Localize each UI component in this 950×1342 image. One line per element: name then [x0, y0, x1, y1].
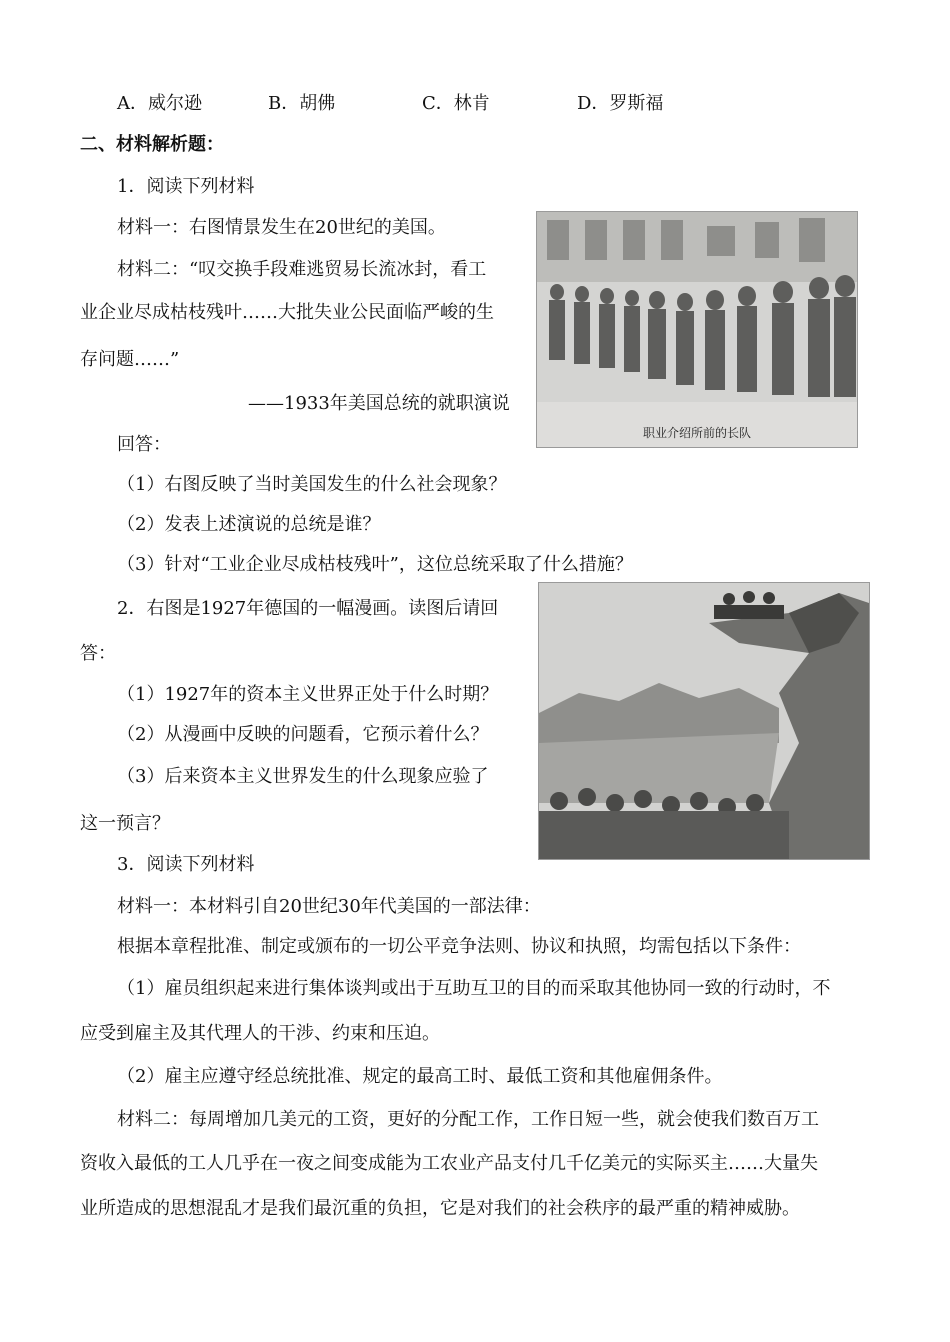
- q3-heading: 3．阅读下列材料: [117, 854, 255, 875]
- q1-material-1: 材料一：右图情景发生在20世纪的美国。: [117, 217, 446, 238]
- q3-material-1: 材料一：本材料引自20世纪30年代美国的一部法律：: [117, 896, 541, 917]
- section-title: 二、材料解析题：: [80, 134, 224, 155]
- q1-answer-label: 回答：: [117, 434, 171, 455]
- q1-heading: 1．阅读下列材料: [117, 176, 255, 197]
- q3-material-2-line3: 业所造成的思想混乱才是我们最沉重的负担，它是对我们的社会秩序的最严重的精神威胁。: [80, 1198, 800, 1219]
- q2-subquestion-3-line1: （3）后来资本主义世界发生的什么现象应验了: [117, 766, 489, 787]
- option-d: D．罗斯福: [577, 93, 664, 114]
- q2-line1: 2．右图是1927年德国的一幅漫画。读图后请回: [117, 598, 499, 619]
- q2-line2: 答：: [80, 643, 116, 664]
- option-c: C．林肯: [422, 93, 490, 114]
- q3-material-2-line1: 材料二：每周增加几美元的工资，更好的分配工作，工作日短一些，就会使我们数百万工: [117, 1109, 819, 1130]
- q1-subquestion-3: （3）针对“工业企业尽成枯枝残叶”，这位总统采取了什么措施？: [117, 554, 633, 575]
- german-cartoon-image: [538, 582, 870, 860]
- q1-subquestion-1: （1）右图反映了当时美国发生的什么社会现象？: [117, 474, 507, 495]
- q2-subquestion-1: （1）1927年的资本主义世界正处于什么时期？: [117, 684, 499, 705]
- q1-material-2-line1: 材料二：“叹交换手段难逃贸易长流冰封，看工: [117, 259, 487, 280]
- q1-source: ——1933年美国总统的就职演说: [248, 393, 510, 414]
- q1-material-2-line3: 存问题……”: [80, 349, 180, 370]
- option-b: B．胡佛: [268, 93, 336, 114]
- q2-subquestion-3-line2: 这一预言？: [80, 813, 170, 834]
- q1-material-2-line2: 业企业尽成枯枝残叶……大批失业公民面临严峻的生: [80, 302, 494, 323]
- q1-subquestion-2: （2）发表上述演说的总统是谁？: [117, 514, 381, 535]
- option-a: A．威尔逊: [117, 93, 202, 114]
- q3-paragraph: 根据本章程批准、制定或颁布的一切公平竞争法则、协议和执照，均需包括以下条件：: [117, 936, 801, 957]
- q3-clause-1-line2: 应受到雇主及其代理人的干涉、约束和压迫。: [80, 1023, 440, 1044]
- employment-queue-caption: 职业介绍所前的长队: [642, 426, 751, 440]
- q3-clause-1-line1: （1）雇员组织起来进行集体谈判或出于互助互卫的目的而采取其他协同一致的行动时，不: [117, 978, 831, 999]
- q3-material-2-line2: 资收入最低的工人几乎在一夜之间变成能为工农业产品支付几千亿美元的实际买主……大量失: [80, 1153, 818, 1174]
- q3-clause-2: （2）雇主应遵守经总统批准、规定的最高工时、最低工资和其他雇佣条件。: [117, 1066, 723, 1087]
- employment-queue-image: [536, 211, 858, 448]
- q2-subquestion-2: （2）从漫画中反映的问题看，它预示着什么？: [117, 724, 489, 745]
